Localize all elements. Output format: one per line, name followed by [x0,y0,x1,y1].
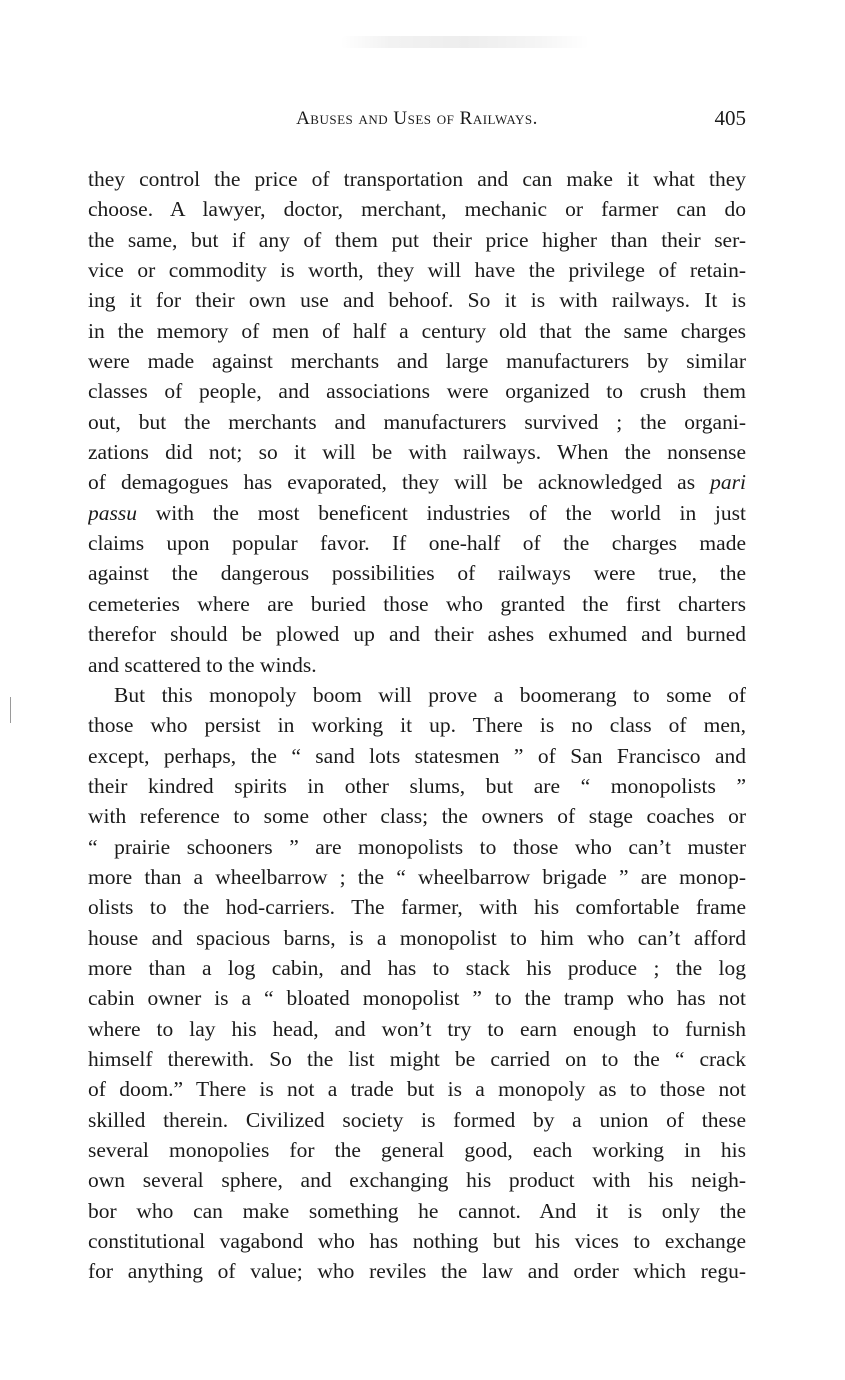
text-line: house and spacious barns, is a monopolist to him who can’t afford [88,925,746,950]
text-segment: of demagogues has evaporated, they will be acknowledged as [88,470,696,495]
text-line: where to lay his head, and won’t try to earn enough to furnish [88,1016,746,1041]
text-line: the same, but if any of them put their price higher than their ser- [88,227,746,252]
text-line: “ prairie schooners ” are monopolists to those who can’t muster [88,834,746,859]
text-segment: with the most beneficent industries of the world in just [136,500,746,525]
text-line: vice or commodity is worth, they will have the privilege of retain- [88,258,746,283]
body-text [88,164,746,1287]
text-line [88,498,746,528]
text-line: claims upon popular favor. If one-half of the charges made [88,531,746,556]
text-line: and scattered to the winds. [88,652,317,677]
text-line: zations did not; so it will be with railways. When the nonsense [88,440,746,465]
text-line: cabin owner is a “ bloated monopolist ” to the tramp who has not [88,986,746,1011]
text-line: of doom.” There is not a trade but is a monopoly as to those not [88,1077,746,1102]
text-line: for anything of value; who reviles the law and order which regu- [88,1259,746,1284]
text-line: they control the price of transportation and can make it what they [88,167,746,191]
text-line: ing it for their own use and behoof. So it is with railways. It is [88,288,746,313]
italic-phrase: pari [710,470,746,495]
text-line: those who persist in working it up. There is no class of men, [88,713,746,738]
text-line: himself therewith. So the list might be carried on to the “ crack [88,1046,746,1071]
text-line: more than a log cabin, and has to stack his produce ; the log [88,955,746,980]
text-line: several monopolies for the general good, each working in his [88,1138,746,1162]
text-line [88,467,746,497]
page-number: 405 [714,106,746,130]
text-line: olists to the hod-carriers. The farmer, with his comfortable frame [88,895,746,920]
margin-mark [10,697,11,723]
text-line: their kindred spirits in other slums, but are “ monopolists ” [88,773,746,798]
text-line: bor who can make something he cannot. And it is only the [88,1198,746,1223]
text-line: own several sphere, and exchanging his product with his neigh- [88,1168,746,1193]
text-line: in the memory of men of half a century old that the same charges [88,318,746,343]
text-line: cemeteries where are buried those who granted the first charters [88,591,746,616]
text-line: choose. A lawyer, doctor, merchant, mechanic or farmer can do [88,197,746,222]
scan-smudge [340,36,590,48]
text-line: constitutional vagabond who has nothing but his vices to exchange [88,1229,746,1254]
text-line: against the dangerous possibilities of railways were true, the [88,561,746,586]
text-line: with reference to some other class; the owners of stage coaches or [88,804,746,829]
running-head [88,106,746,136]
text-line: skilled therein. Civilized society is formed by a union of these [88,1107,746,1132]
text-line: But this monopoly boom will prove a boomerang to some of [114,682,746,707]
italic-phrase: passu [88,500,137,525]
text-line: were made against merchants and large manufacturers by similar [88,349,746,374]
text-line: except, perhaps, the “ sand lots statesmen ” of San Francisco and [88,743,746,768]
text-line: out, but the merchants and manufacturers survived ; the organi- [88,409,746,434]
text-line: classes of people, and associations were organized to crush them [88,379,746,404]
text-line: more than a wheelbarrow ; the “ wheelbarrow brigade ” are monop- [88,864,746,889]
text-line: therefor should be plowed up and their ashes exhumed and burned [88,622,746,647]
running-title: Abuses and Uses of Railways. [296,108,538,129]
